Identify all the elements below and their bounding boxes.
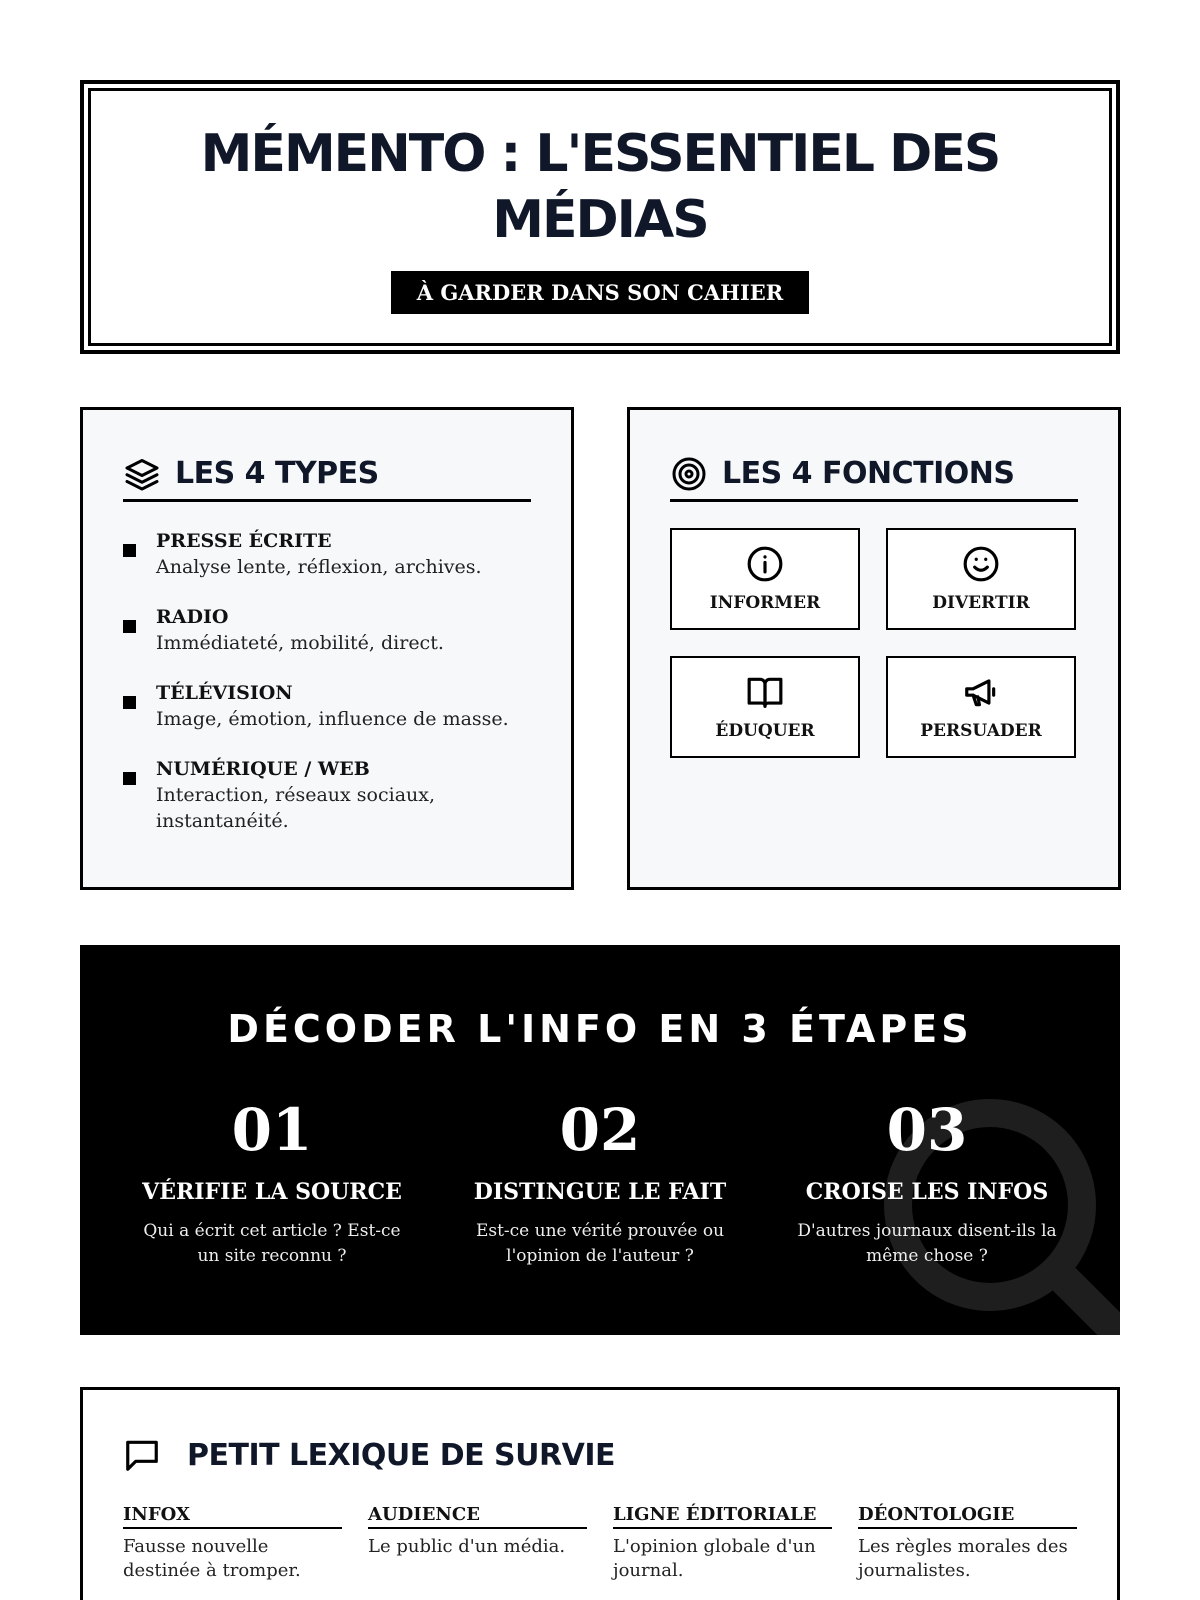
step-title: DISTINGUE LE FAIT bbox=[473, 1179, 727, 1205]
step-title: CROISE LES INFOS bbox=[805, 1179, 1049, 1205]
speech-bubble-icon bbox=[123, 1436, 161, 1474]
lexicon-entry bbox=[858, 1504, 1077, 1583]
function-label: INFORMER bbox=[709, 593, 821, 613]
functions-grid bbox=[670, 528, 1078, 758]
lexicon-grid bbox=[123, 1504, 1077, 1583]
types-list bbox=[123, 528, 531, 834]
list-item bbox=[123, 528, 531, 580]
types-card bbox=[80, 407, 574, 890]
step-number: 02 bbox=[559, 1096, 641, 1164]
lexicon-definition: Le public d'un média. bbox=[368, 1536, 566, 1557]
step-description: D'autres journaux disent-ils la même chose ? bbox=[797, 1221, 1057, 1266]
step-description: Qui a écrit cet article ? Est-ce un site reconnu ? bbox=[143, 1221, 401, 1266]
lexicon-entry bbox=[368, 1504, 587, 1583]
type-name: TÉLÉVISION bbox=[156, 682, 293, 704]
book-icon bbox=[746, 673, 784, 715]
steps-band bbox=[80, 945, 1120, 1335]
lexicon-definition: Les règles morales des journalistes. bbox=[858, 1536, 1068, 1581]
list-item bbox=[123, 604, 531, 656]
step-title: VÉRIFIE LA SOURCE bbox=[142, 1179, 402, 1205]
steps-heading: DÉCODER L'INFO EN 3 ÉTAPES bbox=[227, 1007, 973, 1051]
function-tile-divertir bbox=[886, 528, 1076, 630]
lexicon-term: AUDIENCE bbox=[368, 1504, 587, 1529]
type-name: RADIO bbox=[156, 606, 229, 628]
target-icon bbox=[670, 455, 708, 493]
info-icon bbox=[746, 545, 784, 587]
type-description: Image, émotion, influence de masse. bbox=[156, 708, 509, 730]
step-description: Est-ce une vérité prouvée ou l'opinion de l'auteur ? bbox=[475, 1221, 725, 1266]
lexicon-entry bbox=[123, 1504, 342, 1583]
title-frame-inner bbox=[88, 88, 1112, 346]
layers-icon bbox=[123, 455, 161, 493]
lexicon-entry bbox=[613, 1504, 832, 1583]
megaphone-icon bbox=[962, 673, 1000, 715]
function-tile-informer bbox=[670, 528, 860, 630]
smiley-icon bbox=[962, 545, 1000, 587]
list-item bbox=[123, 680, 531, 732]
title-frame bbox=[80, 80, 1120, 354]
types-heading bbox=[123, 452, 531, 502]
page-title: MÉMENTO : L'ESSENTIEL DES MÉDIAS bbox=[200, 123, 1000, 250]
functions-heading bbox=[670, 452, 1078, 502]
step-1 bbox=[122, 1095, 422, 1269]
step-number: 01 bbox=[231, 1096, 313, 1164]
lexicon-definition: Fausse nouvelle destinée à tromper. bbox=[123, 1536, 301, 1581]
lexicon-definition: L'opinion globale d'un journal. bbox=[613, 1536, 816, 1581]
type-name: NUMÉRIQUE / WEB bbox=[156, 758, 370, 780]
function-tile-persuader bbox=[886, 656, 1076, 758]
lexicon-card bbox=[80, 1387, 1120, 1600]
lexicon-term: DÉONTOLOGIE bbox=[858, 1504, 1077, 1529]
step-3 bbox=[777, 1095, 1077, 1269]
functions-card bbox=[627, 407, 1121, 890]
type-name: PRESSE ÉCRITE bbox=[156, 530, 332, 552]
subtitle-badge: À GARDER DANS SON CAHIER bbox=[391, 271, 810, 314]
functions-heading-text: LES 4 FONCTIONS bbox=[722, 456, 1015, 491]
square-bullet-icon bbox=[123, 620, 136, 633]
lexicon-term: LIGNE ÉDITORIALE bbox=[613, 1504, 832, 1529]
function-tile-eduquer bbox=[670, 656, 860, 758]
function-label: DIVERTIR bbox=[932, 593, 1030, 613]
type-description: Analyse lente, réflexion, archives. bbox=[156, 556, 482, 578]
step-number: 03 bbox=[886, 1096, 968, 1164]
lexicon-heading-text: PETIT LEXIQUE DE SURVIE bbox=[187, 1437, 615, 1473]
lexicon-term: INFOX bbox=[123, 1504, 342, 1529]
lexicon-heading bbox=[123, 1436, 1077, 1474]
list-item bbox=[123, 756, 531, 834]
type-description: Interaction, réseaux sociaux, instantanéité. bbox=[156, 784, 436, 832]
step-2 bbox=[450, 1095, 750, 1269]
square-bullet-icon bbox=[123, 696, 136, 709]
function-label: PERSUADER bbox=[920, 721, 1042, 741]
types-heading-text: LES 4 TYPES bbox=[175, 456, 379, 491]
square-bullet-icon bbox=[123, 772, 136, 785]
square-bullet-icon bbox=[123, 544, 136, 557]
function-label: ÉDUQUER bbox=[715, 721, 815, 741]
type-description: Immédiateté, mobilité, direct. bbox=[156, 632, 444, 654]
